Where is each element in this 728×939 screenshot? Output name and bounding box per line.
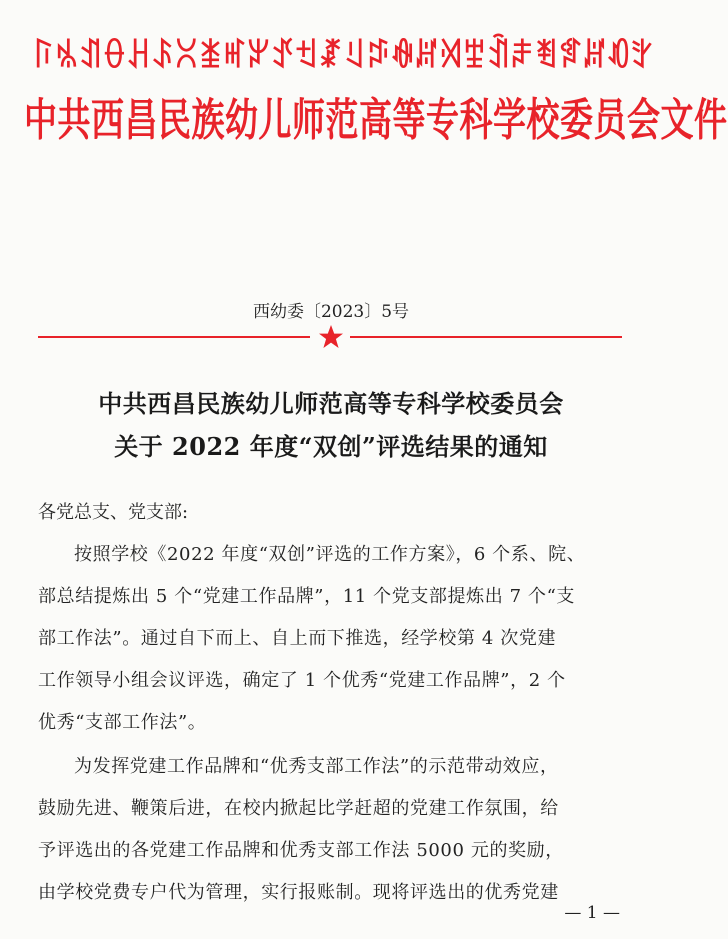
red-star-icon: [318, 324, 344, 350]
body-line: 优秀“支部工作法”。: [38, 712, 207, 733]
body-line: 由学校党费专户代为管理，实行报账制。现将评选出的优秀党建: [38, 882, 559, 903]
body-line: 为发挥党建工作品牌和“优秀支部工作法”的示范带动效应，: [74, 756, 559, 777]
notice-title-line-1: 中共西昌民族幼儿师范高等专科学校委员会: [98, 389, 564, 418]
red-divider-right-line: [350, 336, 622, 338]
red-masthead-title: 中共西昌民族幼儿师范高等专科学校委员会文件: [24, 93, 728, 146]
body-line: 部工作法”。通过自下而上、自上而下推选，经学校第 4 次党建: [38, 628, 557, 649]
document-number: 西幼委〔2023〕5号: [252, 302, 410, 322]
notice-title-line-2: 关于 2022 年度“双创”评选结果的通知: [114, 432, 548, 461]
body-line: 工作领导小组会议评选，确定了 1 个优秀“党建工作品牌”，2 个: [38, 670, 566, 691]
salutation: 各党总支、党支部:: [38, 502, 189, 523]
red-divider-left-line: [38, 336, 310, 338]
yi-script-header: ꑍꁱꀊꂷꃅꌺꇤꁧꎭꏃꀋꉬꊨꆹꁯꊿꏦꄉꄻꀉꌧꄮꅼꏦꀒꇬ: [30, 37, 654, 75]
body-line: 按照学校《2022 年度“双创”评选的工作方案》，6 个系、院、: [74, 544, 586, 565]
page-number: — 1 —: [564, 903, 620, 923]
body-line: 鼓励先进、鞭策后进，在校内掀起比学赶超的党建工作氛围，给: [38, 798, 559, 819]
body-line: 予评选出的各党建工作品牌和优秀支部工作法 5000 元的奖励，: [38, 840, 564, 861]
red-divider: [38, 330, 622, 344]
body-line: 部总结提炼出 5 个“党建工作品牌”，11 个党支部提炼出 7 个“支: [38, 586, 576, 607]
